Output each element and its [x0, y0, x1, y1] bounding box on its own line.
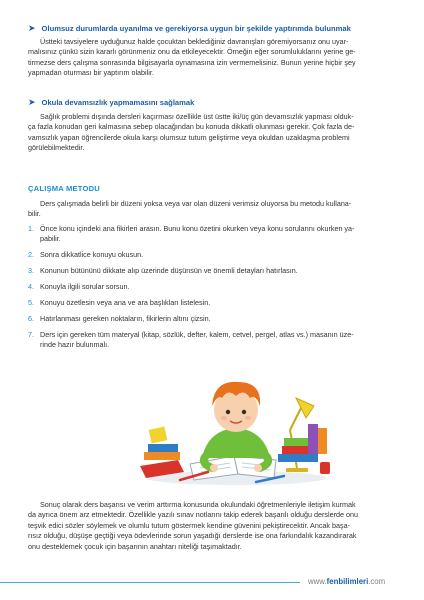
paragraph-line: ça fazla konudan geri kalmasına sebep olacağından bu konuda dikkatli olunması gerekir. Çok fazla de- [28, 122, 355, 132]
left-books-icon [140, 444, 184, 478]
step-number: 7. [28, 330, 34, 339]
book-stack-icon [278, 424, 327, 462]
step-text: Konuyla ilgili sorular sorsun. [40, 282, 130, 291]
step-number: 6. [28, 314, 34, 323]
paragraph-line: Ders çalışmada belirli bir düzeni yoksa veya var olan düzeni verimsiz oluyorsa bu metodu kullana- [40, 199, 352, 208]
step-text: Sonra dikkatlice konuyu okusun. [40, 250, 144, 259]
footer-website-link[interactable]: www.fenbilimleri.com [308, 577, 386, 586]
list-item [28, 266, 397, 276]
step-number: 2. [28, 250, 34, 259]
section-heading-1 [28, 24, 351, 33]
paragraph-line: rısız olduğu, düşüşe geçtiği veya ödevlerinde sorun yaşadığı derslerde ise ona farkındalık kazandırarak [28, 531, 357, 541]
paragraph-line: tirmezse ders çalışma sonrasında bilgisayarla oynamasına izin vermemelisiniz. Bunun yerine hiçbir şey [28, 57, 356, 67]
step-text: Ders için gereken tüm materyal (kitap, sözlük, defter, kalem, cetvel, pergel, atlas vs.) masanın üze- [40, 330, 354, 339]
paragraph-line: Üstteki tavsiyelere uyduğunuz halde çocuktan beklediğiniz davranışları göremiyorsanız onu uyar- [40, 37, 349, 46]
step-number: 1. [28, 224, 34, 233]
step-text: Önce konu içindeki ana fikirleri arasın. Bunu konu özetini okurken veya konu sorularını okurken ya- [40, 224, 355, 233]
list-item [28, 298, 397, 308]
method-title: ÇALIŞMA METODU [28, 184, 100, 193]
paragraph-line: görülebilmektedir. [28, 143, 85, 153]
method-intro [28, 199, 400, 220]
list-item [28, 250, 397, 260]
list-item [28, 330, 397, 351]
step-number: 4. [28, 282, 34, 291]
paragraph-line: Sonuç olarak ders başarısı ve verim arttırma konusunda okulundaki öğretmenleriyle iletişim kurmak [40, 500, 356, 509]
arrow-bullet-icon: ➤ [28, 97, 36, 107]
step-number: 5. [28, 298, 34, 307]
arrow-bullet-icon: ➤ [28, 23, 36, 33]
section-title: Olumsuz durumlarda uyanılma ve gerekiyorsa uygun bir şekilde yaptırımda bulunmak [41, 24, 351, 33]
section-heading-2 [28, 98, 194, 107]
paragraph-line: Sağlık problemi dışında dersleri kaçırması özellikle üst üstte iki/üç gün devamsızlık yapması olduk- [40, 112, 354, 121]
paragraph-line: yapmadan oturması bir yaptırım olabilir. [28, 68, 154, 78]
paragraph-line: vamsızlık yapan öğrencilerde okula karşı olumsuz tutum geliştirme veya okuldan uzaklaşma problemi [28, 132, 350, 142]
boy-studying-illustration [138, 368, 334, 488]
section-paragraph-2 [28, 112, 400, 154]
list-item [28, 224, 397, 245]
paragraph-line: onu desteklemek çocuk için başarının anahtarı niteliği taşımaktadır. [28, 541, 242, 551]
closing-paragraph [28, 500, 400, 552]
paragraph-line: teşvik edici sözler söylemek ve olumlu tutum göstermek kendine güvenini pekiştirecektir. Ancak başa- [28, 520, 350, 530]
step-text: pabilir. [40, 234, 61, 244]
footer-divider [0, 582, 300, 583]
section-paragraph-1 [28, 37, 400, 79]
step-number: 3. [28, 266, 34, 275]
list-item [28, 314, 397, 324]
cup-icon [320, 462, 330, 474]
step-text: rinde hazır bulunmalı. [40, 340, 110, 350]
paragraph-line: malısınız çünkü sizin kararlı görünmeniz onu da etkileyecektir. Örneğin eğer sorumluluklarını yerine ge- [28, 47, 356, 57]
section-title: Okula devamsızlık yapmamasını sağlamak [41, 98, 195, 107]
step-text: Hatırlanması gereken noktaların, fikirlerin altını çizsin. [40, 314, 211, 323]
step-text: Konuyu özetlesin veya ana ve ara başlıkları listelesin. [40, 298, 211, 307]
list-item [28, 282, 397, 292]
sticky-note-icon [149, 426, 168, 443]
paragraph-line: bilir. [28, 209, 41, 219]
paragraph-line: da ayrıca önem arz etmektedir. Özellikle yazılı sınav notlarını takip ederek başarılı olduğu derslerde onu [28, 510, 358, 520]
step-text: Konunun bütününü dikkate alıp üzerinde düşünsün ve önemli detayları hatırlasın. [40, 266, 298, 275]
